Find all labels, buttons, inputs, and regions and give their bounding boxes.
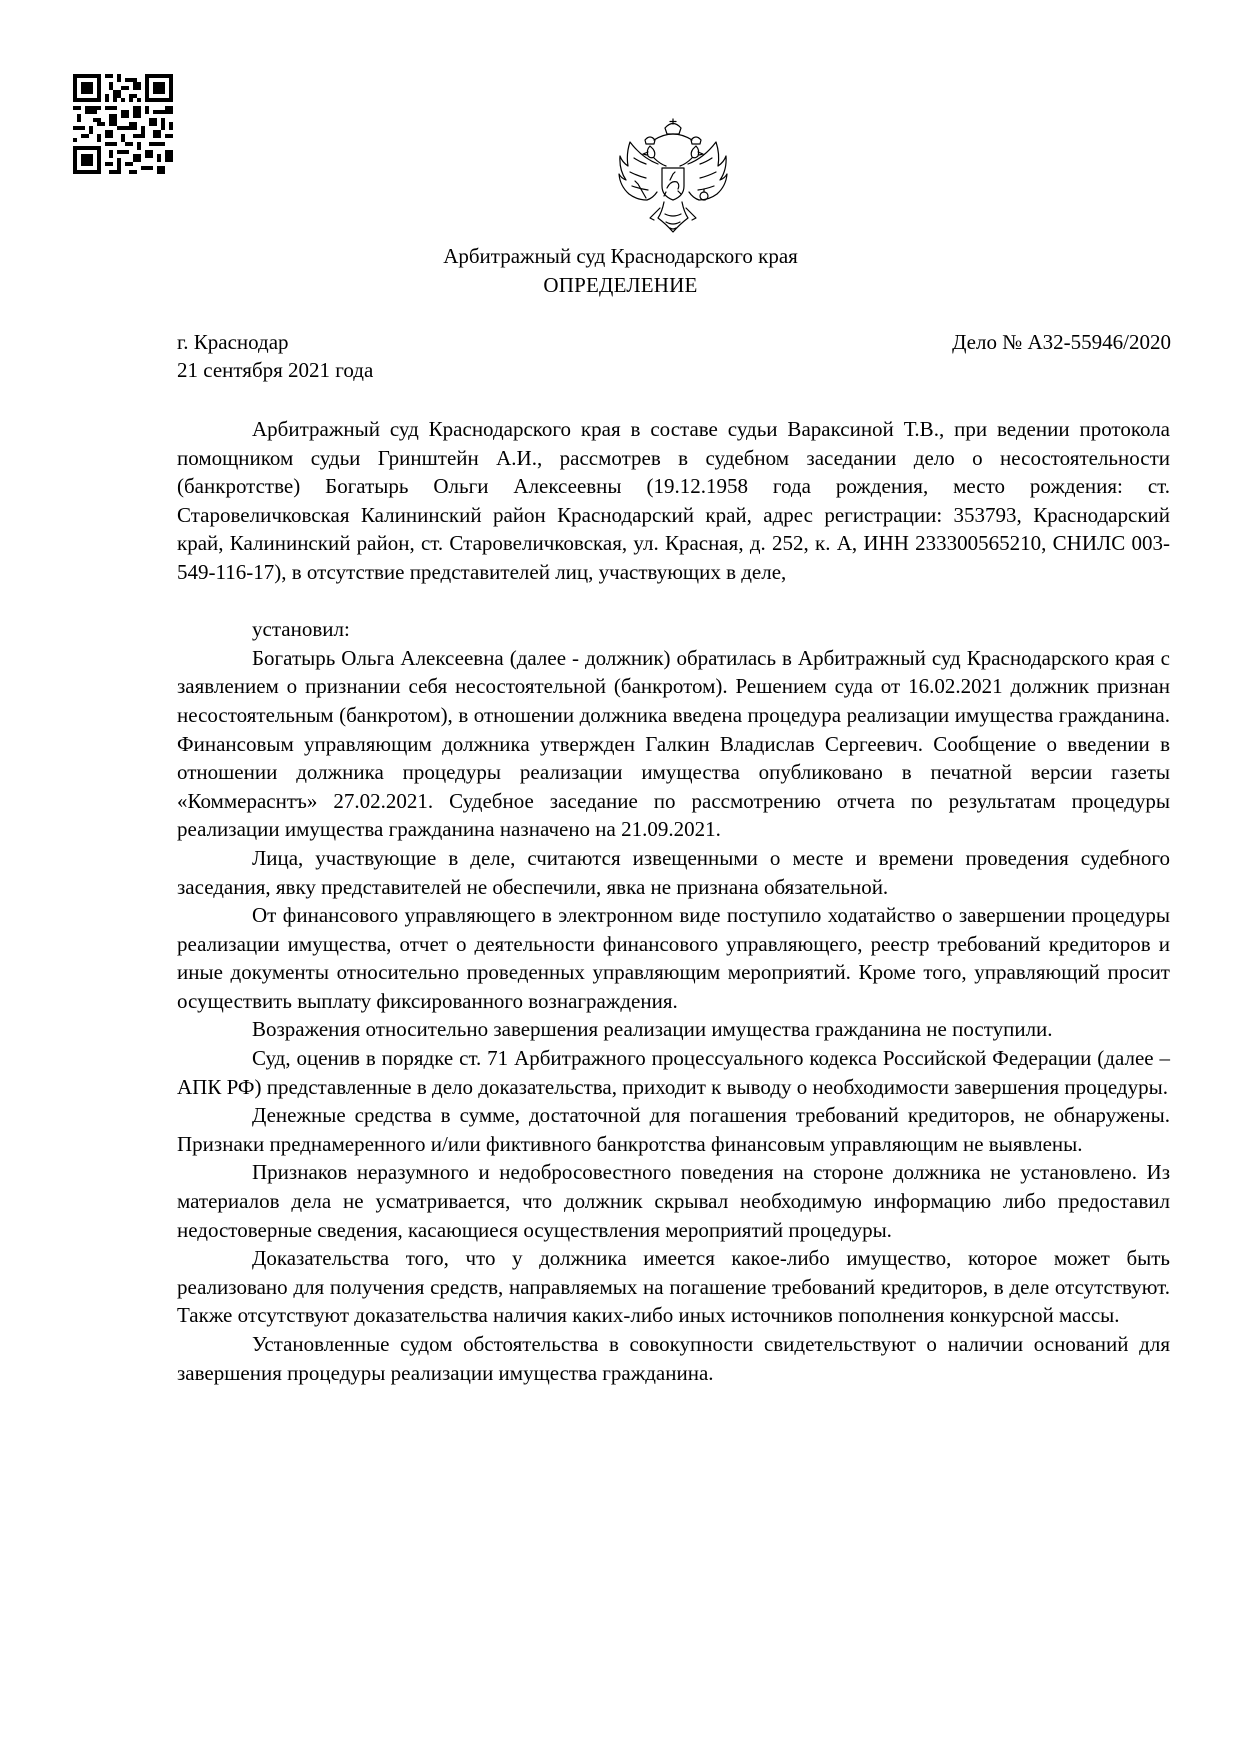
place-and-date (177, 329, 373, 384)
paragraph: Лица, участвующие в деле, считаются извещенными о месте и времени проведения судебного заседания, явку представителей не обеспечили, явка не признана обязательной. (177, 845, 1170, 899)
qr-code-icon (73, 74, 173, 174)
document-type: ОПРЕДЕЛЕНИЕ (543, 273, 698, 297)
paragraph: Установленные судом обстоятельства в совокупности свидетельствуют о наличии оснований для завершения процедуры реализации имущества гражданина. (177, 1332, 1170, 1385)
paragraph: Доказательства того, что у должника имеется какое-либо имущество, которое может быть реализовано для получения средств, направляемых на погашение требований кредиторов, в деле отсутствуют. Также отсутствуют доказательства наличия каких-либо иных источников пополнения конкурсной массы. (177, 1246, 1170, 1328)
court-name: Арбитражный суд Краснодарского края (443, 244, 798, 268)
paragraph: От финансового управляющего в электронном виде поступило ходатайство о завершении процедуры реализации имущества, отчет о деятельности финансового управляющего, реестр требований кредиторов и иные документы относительно проведенных управляющим мероприятий. Кроме того, управляющий просит осуществить выплату фиксированного вознаграждения. (177, 903, 1170, 1013)
paragraph: Богатырь Ольга Алексеевна (далее - должник) обратилась в Арбитражный суд Краснодарского края с заявлением о признании себя несостоятельной (банкротом). Решением суда от 16.02.2021 должник признан несостоятельным (банкротом), в отношении должника введена процедура реализации имущества гражданина. Финансовым управляющим должника утвержден Галкин Владислав Сергеевич. Сообщение о введении в отношении должника процедуры реализации имущества опубликовано в печатной версии газеты «Коммераснтъ» 27.02.2021. Судебное заседание по рассмотрению отчета по результатам процедуры реализации имущества гражданина назначено на 21.09.2021. (177, 645, 1170, 842)
document-body (177, 415, 1170, 1387)
document-date: 21 сентября 2021 года (177, 357, 374, 382)
paragraph: Возражения относительно завершения реализации имущества гражданина не поступили. (252, 1017, 1053, 1042)
paragraph: Признаков неразумного и недобросовестного поведения на стороне должника не установлено. Из материалов дела не усматривается, что должник скрывал необходимую информацию либо предоставил недостоверные сведения, касающиеся осуществления мероприятий процедуры. (177, 1160, 1170, 1242)
established-heading: установил: (252, 617, 350, 642)
city: г. Краснодар (177, 330, 289, 354)
case-number: Дело № А32-55946/2020 (952, 330, 1171, 354)
paragraph: Суд, оценив в порядке ст. 71 Арбитражного процессуального кодекса Российской Федерации (далее – АПК РФ) представленные в дело доказательства, приходит к выводу о необходимости завершения процедуры. (177, 1046, 1170, 1099)
intro-paragraph: Арбитражный суд Краснодарского края в составе судьи Вараксиной Т.В., при ведении протокола помощником судьи Гринштейн А.И., рассмотрев в судебном заседании дело о несостоятельности (банкротстве) Богатырь Ольги Алексеевны (19.12.1958 года рождения, место рождения: ст. Старовеличковская Калининский район Краснодарский край, адрес регистрации: 353793, Краснодарский край, Калининский район, ст. Старовеличковская, ул. Красная, д. 252, к. А, ИНН 233300565210, СНИЛС 003-549-116-17), в отсутствие представителей лиц, участвующих в деле, (177, 417, 1170, 584)
russian-coat-of-arms-icon (618, 118, 728, 240)
paragraph: Денежные средства в сумме, достаточной для погашения требований кредиторов, не обнаружены. Признаки преднамеренного и/или фиктивного банкротства финансовым управляющим не выявлены. (177, 1103, 1170, 1156)
